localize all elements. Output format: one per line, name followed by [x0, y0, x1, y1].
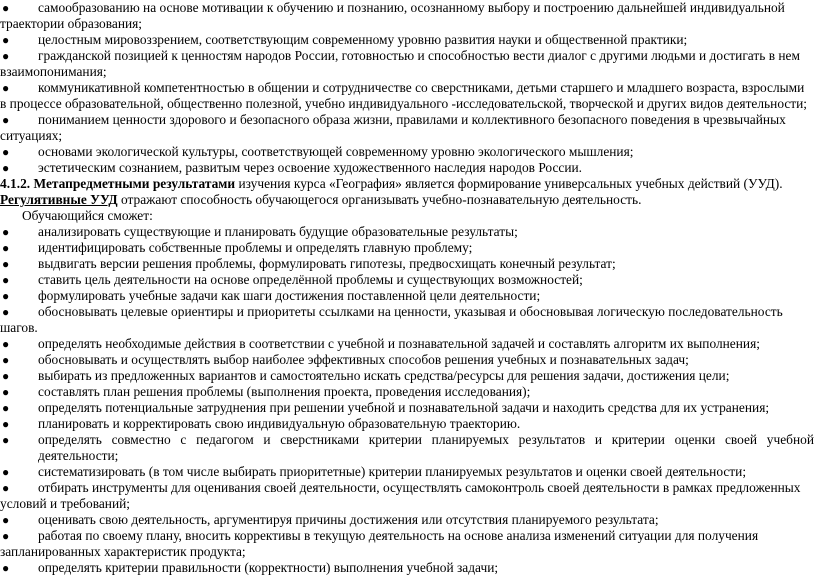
- bullet-icon: ●: [2, 225, 10, 239]
- list-item-continuation: траектории образования;: [0, 16, 143, 31]
- regulative-title: Регулятивные УУД: [0, 192, 118, 207]
- bullet-icon: ●: [2, 81, 10, 95]
- bullet-icon: ●: [2, 273, 10, 287]
- list-item-text: выдвигать версии решения проблемы, формулировать гипотезы, предвосхищать конечный результат;: [38, 256, 616, 271]
- section-title: 4.1.2. Метапредметными результатами: [0, 176, 236, 191]
- list-item-text: ставить цель деятельности на основе определённой проблемы и существующих возможностей;: [38, 272, 583, 287]
- list-item-text: систематизировать (в том числе выбирать приоритетные) критерии планируемых результатов и оценки своей деятельности;: [38, 464, 747, 479]
- bullet-icon: ●: [2, 401, 10, 415]
- list-item: [0, 368, 814, 384]
- list-item: [0, 464, 814, 480]
- regulative-results-list: [0, 224, 814, 576]
- list-item: [0, 528, 814, 560]
- list-item: [0, 560, 814, 576]
- list-item: [0, 432, 814, 464]
- bullet-icon: ●: [2, 241, 10, 255]
- list-item: [0, 224, 814, 240]
- bullet-icon: ●: [2, 337, 10, 351]
- bullet-icon: ●: [2, 49, 10, 63]
- list-item: [0, 272, 814, 288]
- list-item-text: обосновывать целевые ориентиры и приоритеты ссылками на ценности, указывая и обосновывая логическую последовательность: [38, 304, 783, 319]
- bullet-icon: ●: [2, 1, 10, 15]
- list-item-continuation: в процессе образовательной, общественно полезной, учебно индивидуального -исследовательской, творческой и других видов деятельности;: [0, 96, 808, 111]
- list-item: [0, 160, 814, 176]
- list-item-text: гражданской позицией к ценностям народов России, готовностью и способностью вести диалог с другими людьми и достигать в нем: [38, 48, 800, 63]
- list-item: [0, 512, 814, 528]
- bullet-icon: ●: [2, 529, 10, 543]
- bullet-icon: ●: [2, 417, 10, 431]
- bullet-icon: ●: [2, 289, 10, 303]
- list-item-text: основами экологической культуры, соответствующей современному уровню экологического мышления;: [38, 144, 634, 159]
- list-item: [0, 144, 814, 160]
- list-item: [0, 240, 814, 256]
- bullet-icon: ●: [2, 369, 10, 383]
- list-item-continuation: шагов.: [0, 320, 38, 335]
- bullet-icon: ●: [2, 513, 10, 527]
- list-item-text: работая по своему плану, вносить коррективы в текущую деятельность на основе анализа изменений ситуации для получения: [38, 528, 759, 543]
- list-item: [0, 48, 814, 80]
- list-item-text: пониманием ценности здорового и безопасного образа жизни, правилами и коллективного безопасного поведения в чрезвычайных: [38, 112, 786, 127]
- section-heading-paragraph: [0, 176, 814, 192]
- bullet-icon: ●: [2, 145, 10, 159]
- personal-results-list: [0, 0, 814, 176]
- list-item: [0, 400, 814, 416]
- bullet-icon: ●: [2, 433, 10, 447]
- list-item-text: определять потенциальные затруднения при решении учебной и познавательной задачи и находить средства для их устранения;: [38, 400, 770, 415]
- list-item: [0, 112, 814, 144]
- list-item-text: анализировать существующие и планировать будущие образовательные результаты;: [38, 224, 518, 239]
- list-item-text: отбирать инструменты для оценивания своей деятельности, осуществлять самоконтроль своей деятельности в рамках предложенных: [38, 480, 801, 495]
- list-item-text: планировать и корректировать свою индивидуальную образовательную траекторию.: [38, 416, 521, 431]
- bullet-icon: ●: [2, 113, 10, 127]
- bullet-icon: ●: [2, 465, 10, 479]
- list-item-text: идентифицировать собственные проблемы и определять главную проблему;: [38, 240, 473, 255]
- list-item-text: определять совместно с педагогом и сверстниками критерии планируемых результатов и критерии оценки своей учебной деятельности;: [38, 432, 814, 463]
- list-item: [0, 384, 814, 400]
- bullet-icon: ●: [2, 353, 10, 367]
- bullet-icon: ●: [2, 33, 10, 47]
- list-item: [0, 352, 814, 368]
- list-item-text: обосновывать и осуществлять выбор наиболее эффективных способов решения учебных и познавательных задач;: [38, 352, 689, 367]
- list-item-continuation: взаимопонимания;: [0, 64, 107, 79]
- list-item-text: формулировать учебные задачи как шаги достижения поставленной цели деятельности;: [38, 288, 541, 303]
- bullet-icon: ●: [2, 481, 10, 495]
- list-item: [0, 80, 814, 112]
- section-text: изучения курса «География» является формирование универсальных учебных действий (УУД).: [235, 176, 783, 191]
- bullet-icon: ●: [2, 305, 10, 319]
- list-item-text: коммуникативной компетентностью в общении и сотрудничестве со сверстниками, детьми старшего и младшего возраста, взрослыми: [38, 80, 805, 95]
- regulative-text: отражают способность обучающегося организывать учебно-познавательную деятельность.: [117, 192, 642, 207]
- bullet-icon: ●: [2, 161, 10, 175]
- list-item: [0, 480, 814, 512]
- list-item: [0, 336, 814, 352]
- list-item-text: определять необходимые действия в соответствии с учебной и познавательной задачей и составлять алгоритм их выполнения;: [38, 336, 760, 351]
- list-item-continuation: запланированных характеристик продукта;: [0, 544, 246, 559]
- list-item: [0, 256, 814, 272]
- list-item-text: составлять план решения проблемы (выполнения проекта, проведения исследования);: [38, 384, 531, 399]
- list-item-text: самообразованию на основе мотивации к обучению и познанию, осознанному выбору и построению дальнейшей индивидуальной: [38, 0, 785, 15]
- list-item-continuation: ситуациях;: [0, 128, 63, 143]
- bullet-icon: ●: [2, 561, 10, 575]
- learner-can-label: Обучающийся сможет:: [22, 208, 153, 223]
- regulative-paragraph: [0, 192, 814, 208]
- list-item: [0, 0, 814, 32]
- list-item-text: определять критерии правильности (корректности) выполнения учебной задачи;: [38, 560, 499, 575]
- list-item-continuation: условий и требований;: [0, 496, 131, 511]
- bullet-icon: ●: [2, 257, 10, 271]
- list-item: [0, 416, 814, 432]
- list-item-text: целостным мировоззрением, соответствующим современному уровню развития науки и общественной практики;: [38, 32, 688, 47]
- list-item-text: эстетическим сознанием, развитым через освоение художественного наследия народов России.: [38, 160, 583, 175]
- list-item-text: оценивать свою деятельность, аргументируя причины достижения или отсутствия планируемого результата;: [38, 512, 659, 527]
- list-item-text: выбирать из предложенных вариантов и самостоятельно искать средства/ресурсы для решения задачи, достижения цели;: [38, 368, 730, 383]
- list-item: [0, 288, 814, 304]
- list-item: [0, 32, 814, 48]
- list-item: [0, 304, 814, 336]
- bullet-icon: ●: [2, 385, 10, 399]
